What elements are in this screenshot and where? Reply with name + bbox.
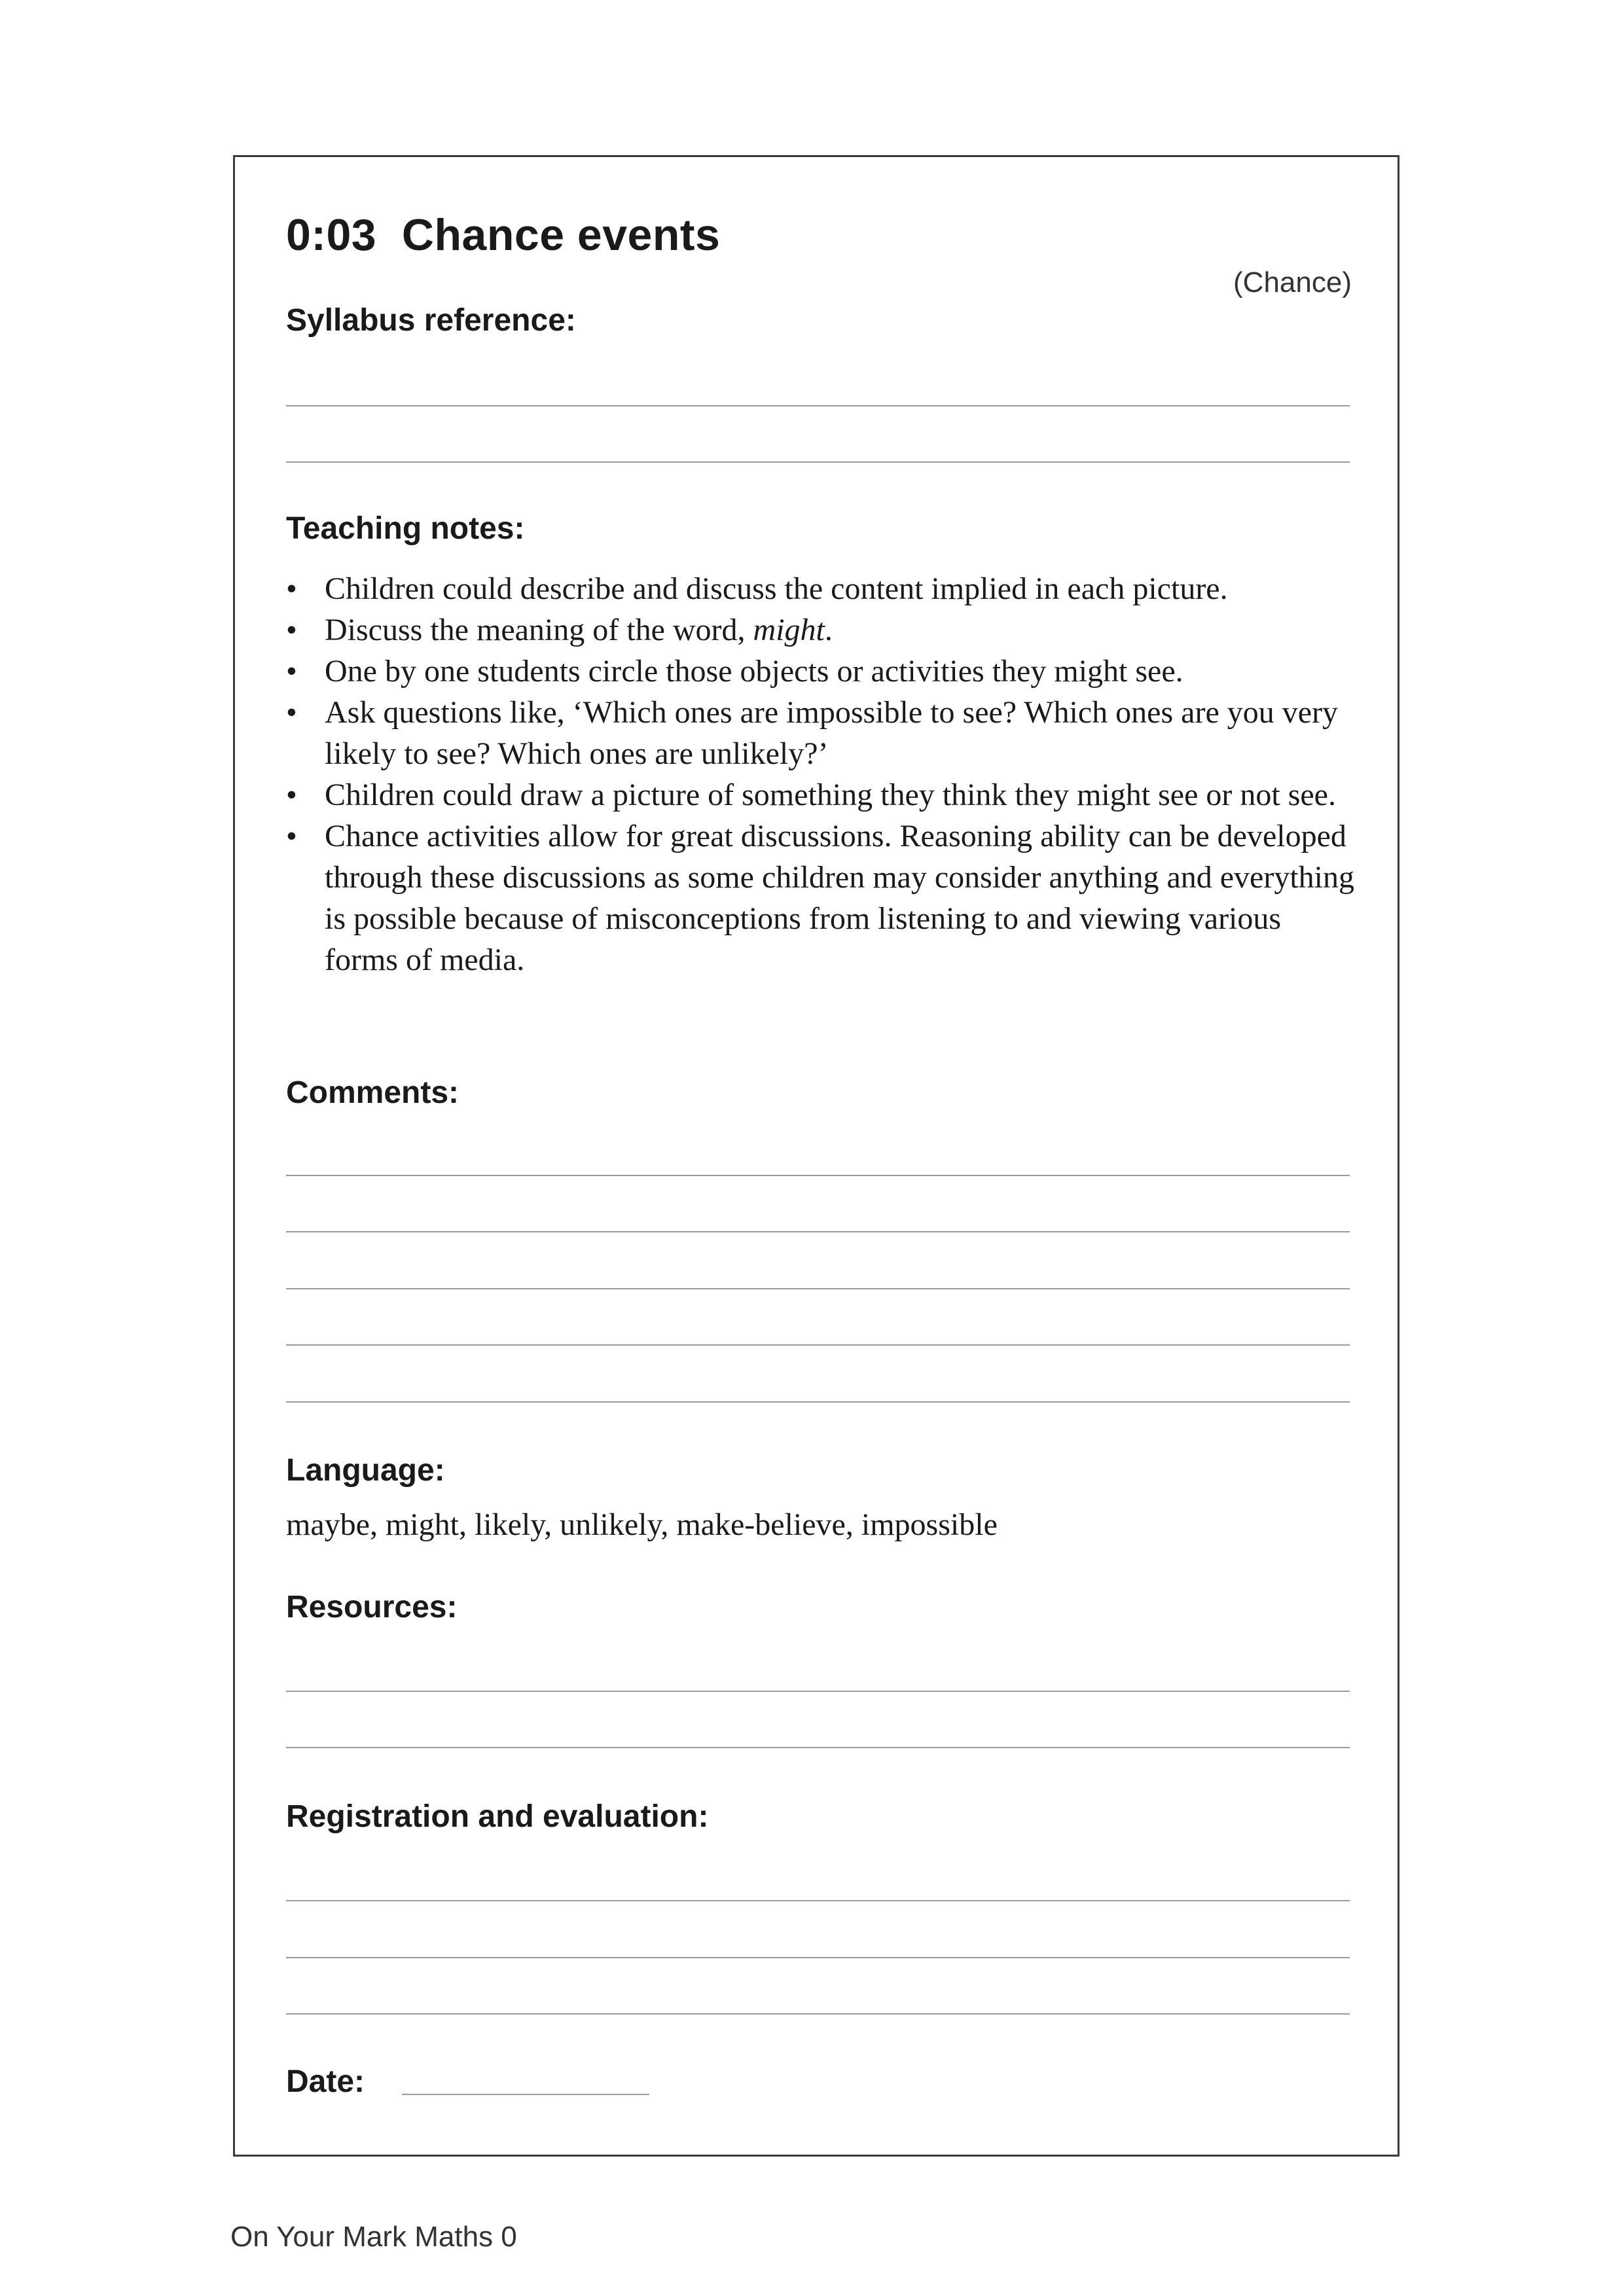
footer-text: On Your Mark Maths 0 <box>230 2221 517 2253</box>
teaching-notes-heading: Teaching notes: <box>286 511 525 546</box>
teaching-notes-list <box>286 568 1360 980</box>
comments-line-3[interactable] <box>286 1288 1350 1289</box>
comments-line-2[interactable] <box>286 1231 1350 1232</box>
registration-line-1[interactable] <box>286 1900 1350 1901</box>
syllabus-line-2[interactable] <box>286 461 1350 463</box>
emphasis-word: might <box>753 613 825 647</box>
language-heading: Language: <box>286 1453 445 1488</box>
resources-line-1[interactable] <box>286 1691 1350 1692</box>
list-item: • Children could describe and discuss the content implied in each picture. <box>286 571 1228 606</box>
resources-line-2[interactable] <box>286 1747 1350 1748</box>
language-words: maybe, might, likely, unlikely, make-believe, impossible <box>286 1507 998 1542</box>
comments-line-1[interactable] <box>286 1175 1350 1176</box>
registration-line-3[interactable] <box>286 2013 1350 2015</box>
registration-line-2[interactable] <box>286 1957 1350 1958</box>
list-item: • Discuss the meaning of the word, might. <box>286 613 833 647</box>
page-frame <box>233 155 1399 2157</box>
list-item: • Children could draw a picture of something they think they might see or not see. <box>286 778 1336 812</box>
comments-line-5[interactable] <box>286 1401 1350 1403</box>
list-item: • One by one students circle those objects or activities they might see. <box>286 654 1183 689</box>
resources-heading: Resources: <box>286 1590 458 1624</box>
topic-label: (Chance) <box>1233 266 1352 298</box>
list-item: • Chance activities allow for great discussions. Reasoning ability can be developed through these discussions as some children may consider anything and everything is possible because of misconceptions from listening to and viewing various forms of media. <box>286 819 1355 977</box>
date-field-line[interactable] <box>402 2094 649 2095</box>
syllabus-heading: Syllabus reference: <box>286 303 576 338</box>
syllabus-line-1[interactable] <box>286 405 1350 406</box>
comments-heading: Comments: <box>286 1075 460 1110</box>
comments-line-4[interactable] <box>286 1344 1350 1346</box>
list-item: • Ask questions like, ‘Which ones are impossible to see? Which ones are you very likely to see? Which ones are unlikely?’ <box>286 695 1339 771</box>
date-label: Date: <box>286 2064 365 2099</box>
page-title: 0:03 Chance events <box>286 210 721 260</box>
registration-heading: Registration and evaluation: <box>286 1799 709 1834</box>
